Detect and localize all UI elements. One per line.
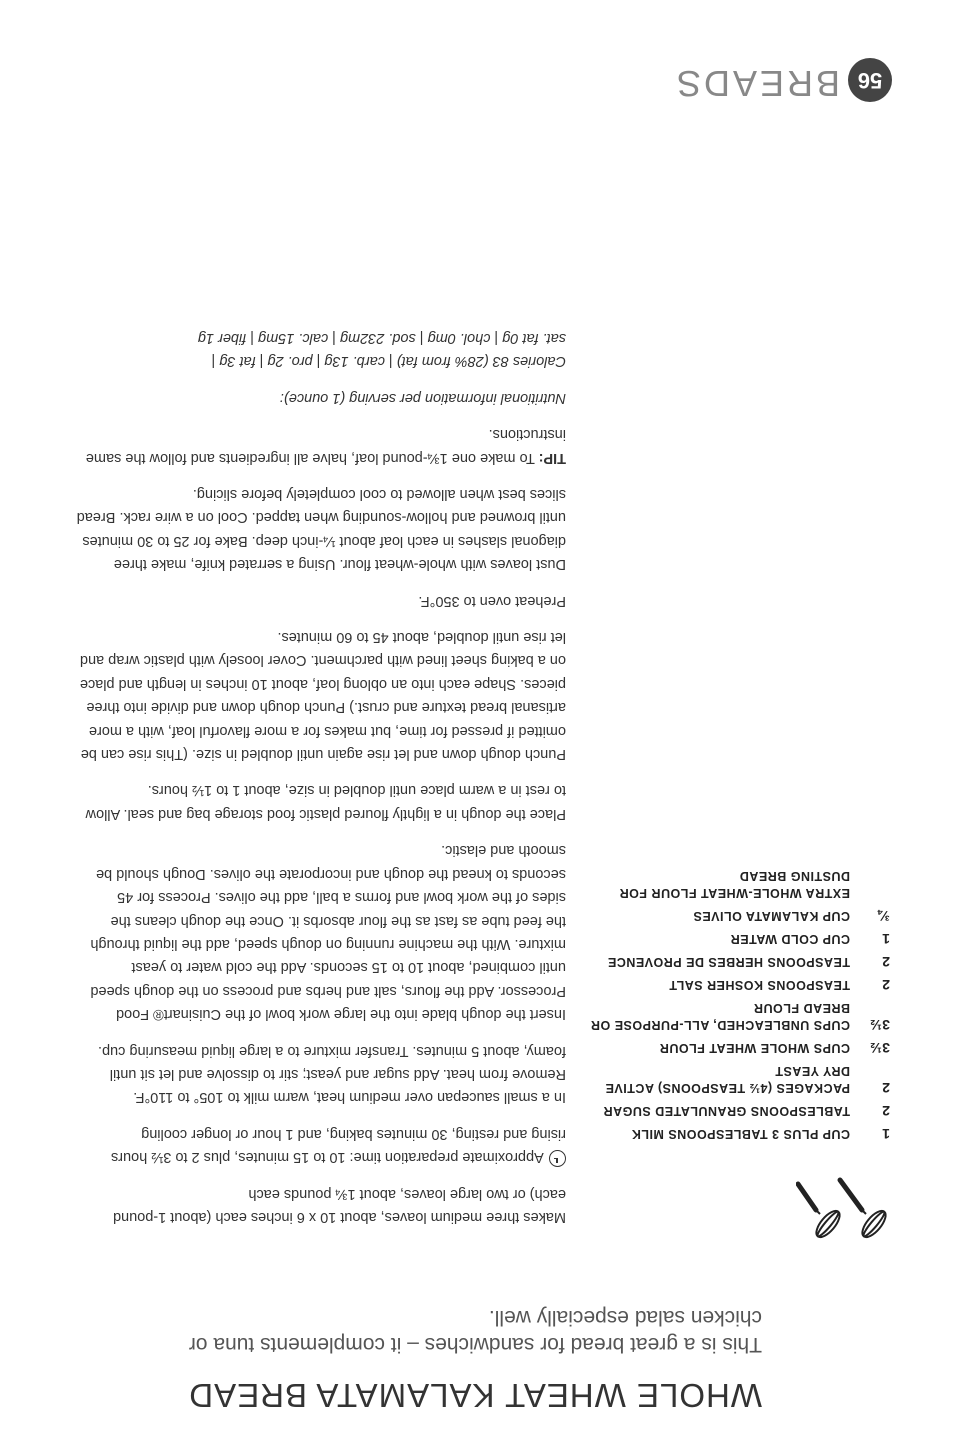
ingredient-item	[590, 1125, 890, 1142]
ingredient-item	[590, 867, 890, 901]
ingredient-qty: 2	[881, 977, 890, 993]
tip	[76, 422, 566, 469]
ingredient-name: CUP PLUS 3 TABLESPOONS MILK	[631, 1127, 850, 1141]
ingredient-qty	[850, 867, 890, 901]
ingredient-item	[590, 999, 890, 1033]
ingredient-qty: 1	[881, 1126, 890, 1142]
ingredient-qty: 3½	[869, 1040, 890, 1056]
yield-text: Makes three medium loaves, about 10 x 6 inches each (about 1-pound each) or two large loaves, about 1¾ pounds each	[113, 1185, 566, 1225]
whisk-icon	[796, 1152, 896, 1242]
tip-text: To make one 1¾-pound loaf, halve all ingredients and follow the same instructions.	[85, 426, 566, 466]
section-name: BREADS	[673, 63, 840, 104]
ingredient-qty: 1	[881, 931, 890, 947]
step-text: Insert the dough blade into the large work bowl of the Cuisinart® Food Processor. Add the flours, salt and herbs and process on the dough speed until combined, about 10 to 15 seconds. Add the cold water to yeast mixture. With the machine running on dough speed, add the liquid through the feed tube as fast as the flour absorbs it. Once the dough cleans the sides of the work bowl and forms a ball, add the olives. Process for 45 seconds to knead the dough and incorporate the olives. Dough should be smooth and elastic.	[90, 842, 566, 1023]
ingredient-name: CUPS UNBLEACHED, ALL-PURPOSE OR BREAD FLOUR	[590, 1001, 850, 1032]
ingredient-item	[590, 976, 890, 993]
page-number: 56	[848, 58, 892, 102]
ingredient-qty: 2	[881, 1103, 890, 1119]
ingredient-item	[590, 907, 890, 924]
prep-time	[76, 1121, 566, 1168]
ingredient-name: PACKAGES (4½ TEASPOONS) ACTIVE DRY YEAST	[605, 1064, 850, 1095]
recipe-title: WHOLE WHEAT KALAMATA BREAD	[188, 1377, 762, 1414]
ingredient-name: CUP COLD WATER	[730, 932, 850, 946]
tip-label: TIP:	[538, 449, 566, 466]
ingredient-list	[590, 861, 890, 1142]
ingredient-item	[590, 1062, 890, 1096]
ingredient-name: EXTRA WHOLE-WHEAT FLOUR FOR DUSTING BREAD	[619, 869, 850, 900]
step-text: Punch dough down and let rise again until doubled in size. (This rise can be omitted if pressed for time, but makes for a more flavorful loaf, with a more artisanal bread texture and crust.) Punch dough down and divide into three pieces. Shape each into an oblong loaf, about 10 inches in length and place on a baking sheet lined with parchment. Cover loosely with plastic wrap and let rise until doubled, about 45 to 60 minutes.	[79, 629, 566, 763]
ingredient-name: TABLESPOONS GRANULATED SUGAR	[603, 1104, 850, 1118]
ingredient-qty: 2	[881, 954, 890, 970]
ingredient-qty: 3½	[869, 1017, 890, 1033]
ingredient-item	[590, 1102, 890, 1119]
ingredient-item	[590, 953, 890, 970]
step-text: Preheat oven to 350°F.	[418, 592, 566, 609]
ingredient-item	[590, 930, 890, 947]
ingredient-name: CUPS WHOLE WHEAT FLOUR	[659, 1041, 850, 1055]
step-text: In a small saucepan over medium heat, warm milk to 105° to 110°F. Remove from heat. Add sugar and yeast; stir to dissolve and let sit until foamy, about 5 minutes. Transfer mixture to a large liquid measuring cup.	[98, 1042, 566, 1106]
nutrition-line: sat. fat 0g | chol. 0mg | sod. 232mg | calc. 15mg | fiber 1g	[197, 330, 566, 346]
nutrition-line: Calories 83 (28% from fat) | carb. 13g | pro. 2g | fat 3g |	[211, 353, 566, 370]
recipe-subtitle: This is a great bread for sandwiches – it complements tuna or chicken salad especially well.	[188, 1306, 762, 1356]
ingredient-qty: ¾	[877, 908, 890, 924]
timer-icon	[549, 1150, 566, 1167]
ingredient-name: TEASPOONS KOSHER SALT	[668, 978, 850, 992]
ingredient-name: CUP KALAMATA OLIVES	[693, 909, 850, 923]
step-text: Dust loaves with whole-wheat flour. Using a serrated knife, make three diagonal slashes in each loaf about ¼-inch deep. Bake for 25 to 30 minutes until browned and hollow-sounding when tapped. Cool on a wire rack. Bread slices best when allowed to cool completely before slicing.	[76, 486, 566, 573]
ingredient-item	[590, 1039, 890, 1056]
nutrition-heading: Nutritional information per serving (1 ounce):	[279, 389, 566, 406]
instructions	[76, 313, 566, 1228]
prep-time-text: Approximate preparation time: 10 to 15 minutes, plus 2 to 3½ hours rising and resting, 30 minutes baking, and 1 hour or longer cooling	[110, 1125, 566, 1166]
step-text: Place the dough in a lightly floured plastic food storage bag and seal. Allow to rest in a warm place until doubled in size, about 1 to 1½ hours.	[85, 782, 566, 822]
ingredient-name: TEASPOONS HERBES DE PROVENCE	[607, 955, 850, 969]
ingredient-qty: 2	[881, 1080, 890, 1096]
